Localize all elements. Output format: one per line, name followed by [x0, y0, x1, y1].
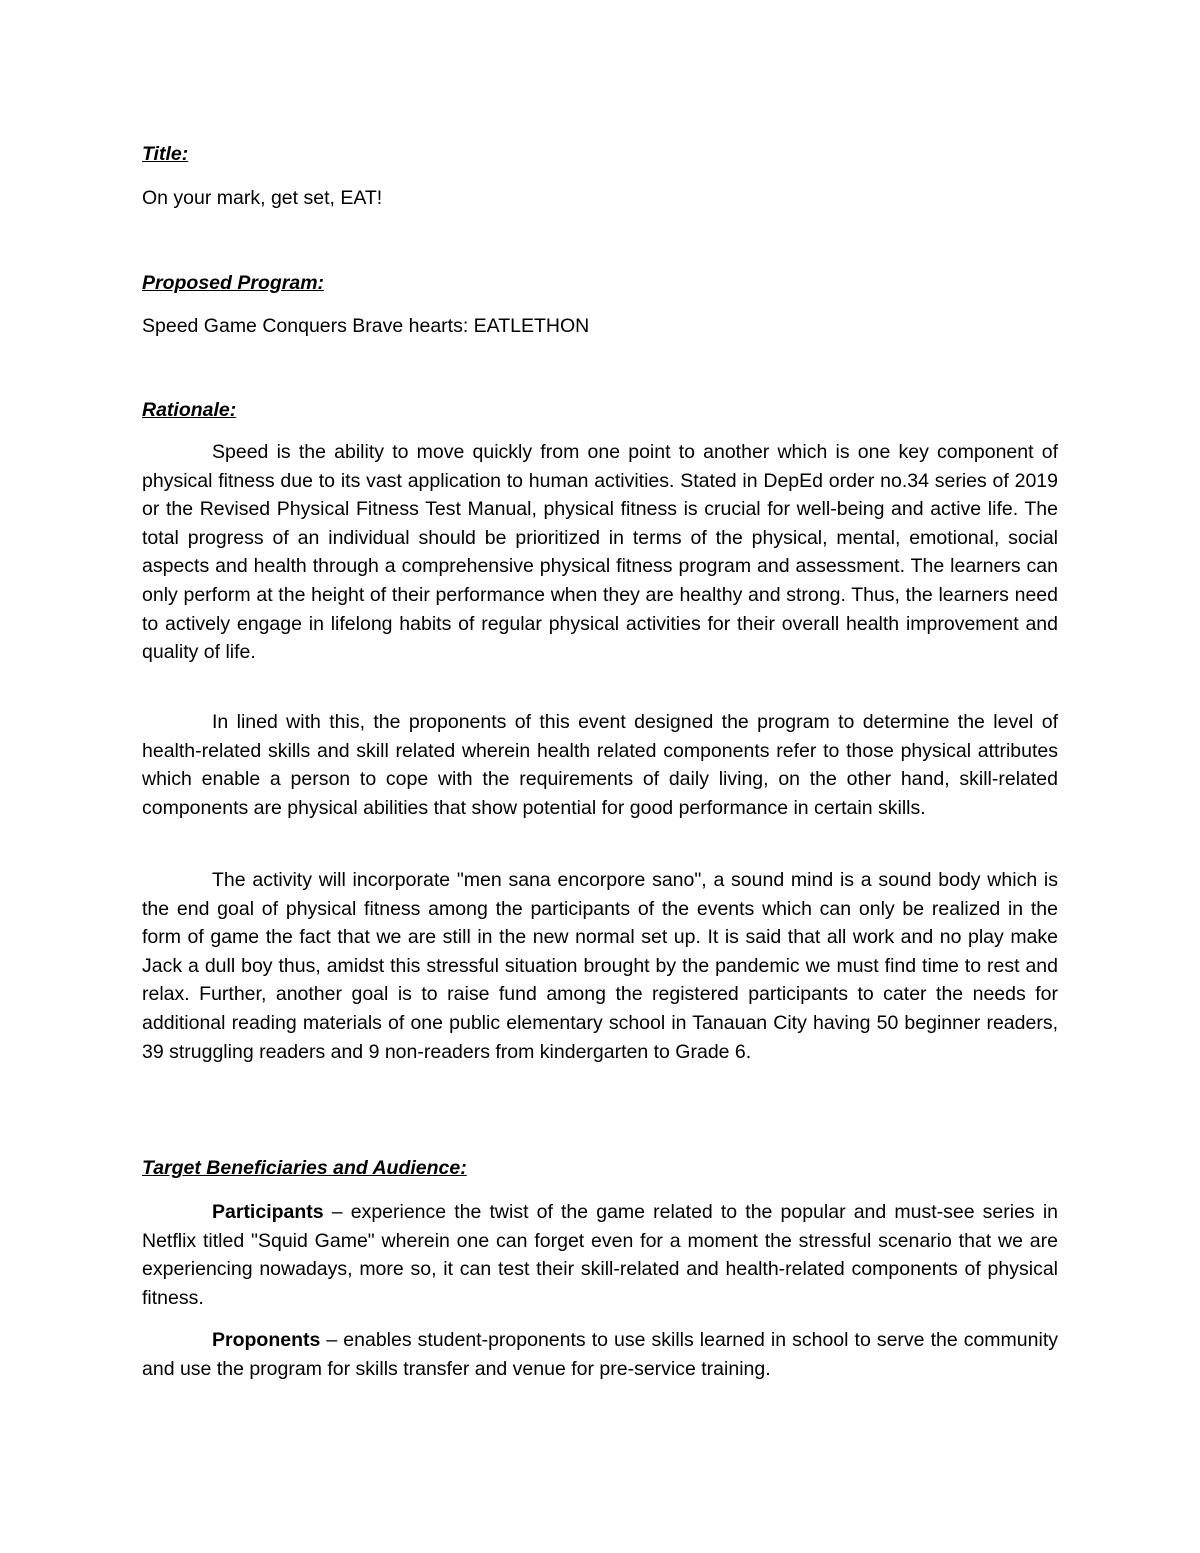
participants-text: – experience the twist of the game related to the popular and must-see series in Netflix titled "Squid Game" wherein one can forget even for a moment the stressful scenario that we are experiencing nowadays, more so, it can test their skill-related and health-related components of physical fitness. [142, 1201, 1058, 1309]
participants-lead: Participants [212, 1201, 324, 1223]
rationale-paragraph-2: In lined with this, the proponents of this event designed the program to determine the level of health-related skills and skill related wherein health related components refer to those physical attributes which enable a person to cope with the requirements of daily living, on the other hand, skill-related components are physical abilities that show potential for good performance in certain skills. [142, 711, 1058, 819]
rationale-paragraph-3: The activity will incorporate "men sana encorpore sano", a sound mind is a sound body which is the end goal of physical fitness among the participants of the events which can only be realized in the form of game the fact that we are still in the new normal set up. It is said that all work and no play make Jack a dull boy thus, amidst this stressful situation brought by the pandemic we must find time to rest and relax. Further, another goal is to raise fund among the registered participants to cater the needs for additional reading materials of one public elementary school in Tanauan City having 50 beginner readers, 39 struggling readers and 9 non-readers from kindergarten to Grade 6. [142, 869, 1058, 1063]
rationale-heading: Rationale: [142, 399, 237, 421]
title-heading: Title: [142, 143, 189, 165]
participants-paragraph [142, 1198, 1058, 1312]
proponents-text: – enables student-proponents to use skills learned in school to serve the community and use the program for skills transfer and venue for pre-service training. [142, 1329, 1058, 1380]
proponents-paragraph [142, 1326, 1058, 1383]
proposed-program-heading: Proposed Program: [142, 272, 325, 294]
target-beneficiaries-heading: Target Beneficiaries and Audience: [142, 1157, 467, 1179]
title-value: On your mark, get set, EAT! [142, 187, 383, 209]
proponents-lead: Proponents [212, 1329, 321, 1351]
rationale-paragraph-1: Speed is the ability to move quickly from one point to another which is one key component of physical fitness due to its vast application to human activities. Stated in DepEd order no.34 series of 2019 or the Revised Physical Fitness Test Manual, physical fitness is crucial for well-being and active life. The total progress of an individual should be prioritized in terms of the physical, mental, emotional, social aspects and health through a comprehensive physical fitness program and assessment. The learners can only perform at the height of their performance when they are healthy and strong. Thus, the learners need to actively engage in lifelong habits of regular physical activities for their overall health improvement and quality of life. [142, 441, 1058, 664]
proposed-program-value: Speed Game Conquers Brave hearts: EATLETHON [142, 315, 590, 337]
